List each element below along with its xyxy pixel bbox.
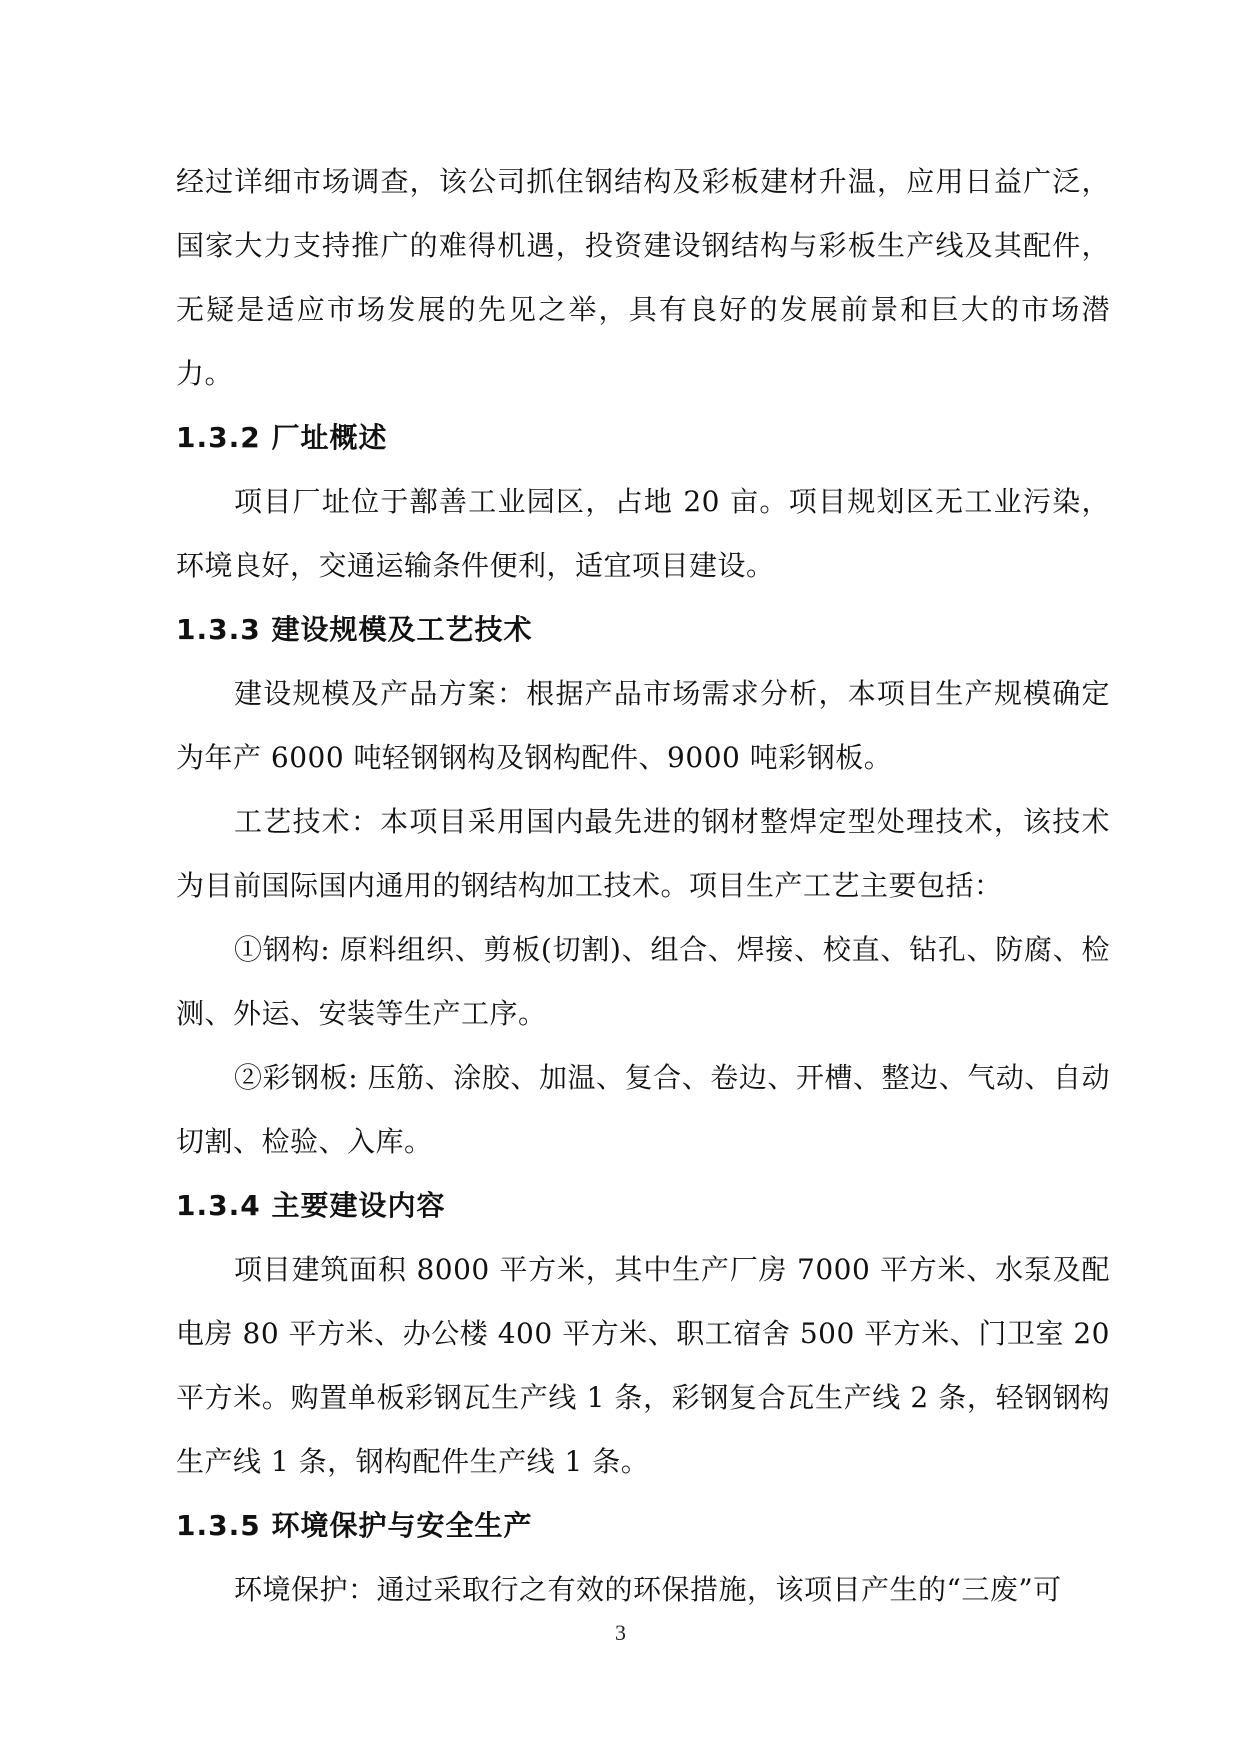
steel-structure-process-paragraph: ①钢构: 原料组织、剪板(切割)、组合、焊接、校直、钻孔、防腐、检测、外运、安装等生产工序。 xyxy=(176,933,1110,1030)
color-steel-process-paragraph: ②彩钢板: 压筋、涂胶、加温、复合、卷边、开槽、整边、气动、自动切割、检验、入库。 xyxy=(176,1061,1110,1158)
section-heading-construction-content: 1.3.4 主要建设内容 xyxy=(176,1189,446,1222)
construction-content-paragraph: 项目建筑面积 8000 平方米，其中生产厂房 7000 平方米、水泵及配电房 80 平方米、办公楼 400 平方米、职工宿舍 500 平方米、门卫室 20 平方米。购置单板彩钢瓦生产线 1 条，彩钢复合瓦生产线 2 条，轻钢钢构生产线 1 条，钢构配件生产线 1 条。 xyxy=(176,1253,1110,1478)
site-overview-paragraph: 项目厂址位于鄯善工业园区，占地 20 亩。项目规划区无工业污染，环境良好，交通运输条件便利，适宜项目建设。 xyxy=(176,485,1110,582)
page-content xyxy=(176,150,1110,1622)
scale-paragraph: 建设规模及产品方案：根据产品市场需求分析，本项目生产规模确定为年产 6000 吨轻钢钢构及钢构配件、9000 吨彩钢板。 xyxy=(176,677,1110,774)
section-heading-scale-and-technology: 1.3.3 建设规模及工艺技术 xyxy=(176,613,533,646)
page-number: 3 xyxy=(615,1620,626,1645)
section-heading-environment-safety: 1.3.5 环境保护与安全生产 xyxy=(176,1509,533,1542)
section-heading-site-overview: 1.3.2 厂址概述 xyxy=(176,421,388,454)
environment-paragraph: 环境保护：通过采取行之有效的环保措施，该项目产生的“三废”可 xyxy=(234,1573,1062,1606)
intro-paragraph: 经过详细市场调查，该公司抓住钢结构及彩板建材升温，应用日益广泛，国家大力支持推广的难得机遇，投资建设钢结构与彩板生产线及其配件，无疑是适应市场发展的先见之举，具有良好的发展前景和巨大的市场潜力。 xyxy=(176,165,1110,390)
technology-paragraph: 工艺技术：本项目采用国内最先进的钢材整焊定型处理技术，该技术为目前国际国内通用的钢结构加工技术。项目生产工艺主要包括： xyxy=(176,805,1110,902)
